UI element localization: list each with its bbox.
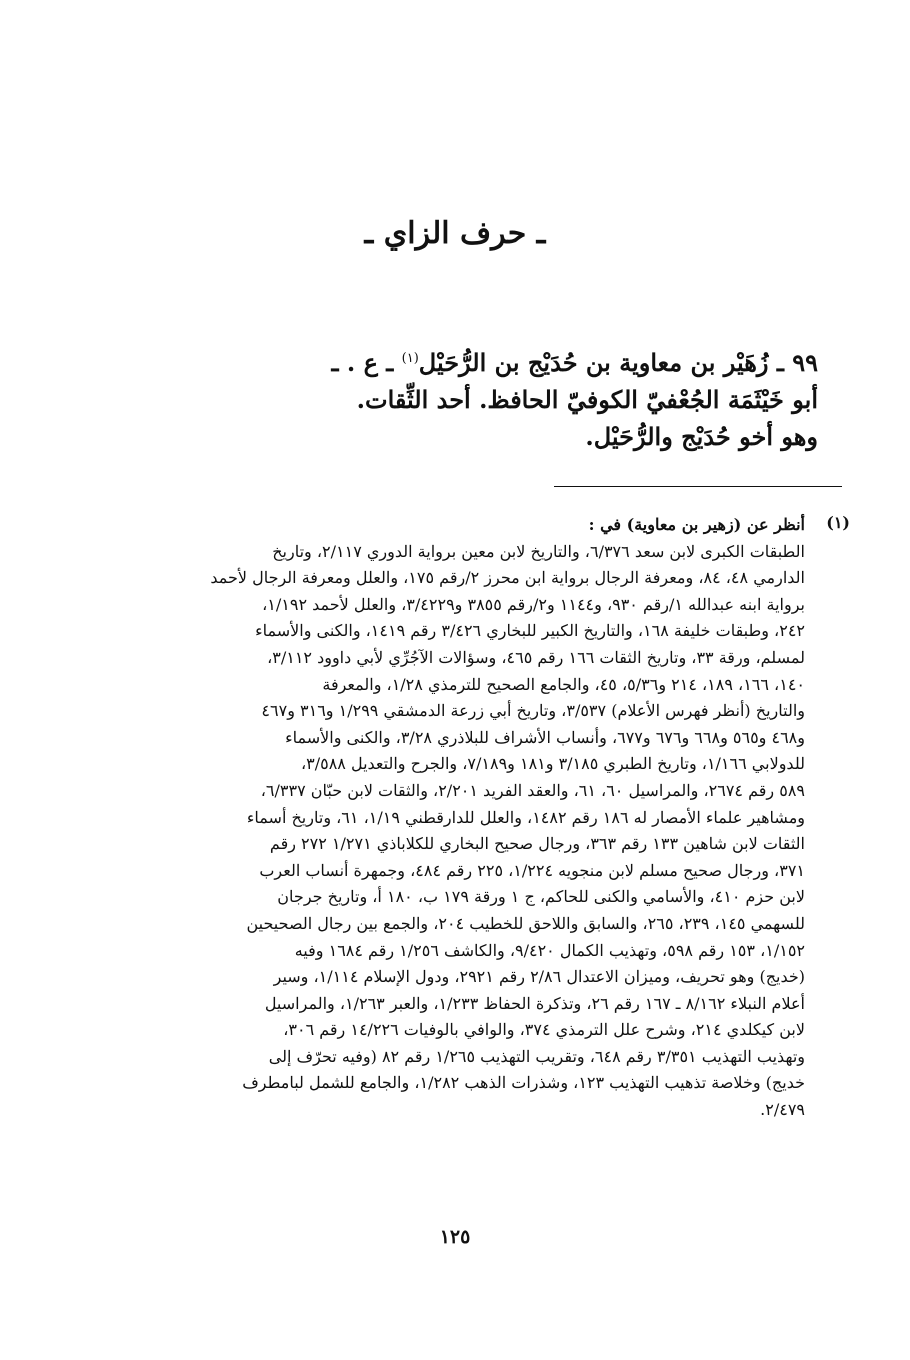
footnote-body: [105, 512, 805, 1124]
footnote-line: الطبقات الكبرى لابن سعد ٦/٣٧٦، والتاريخ لابن معين برواية الدوري ٢/١١٧، وتاريخ: [272, 541, 805, 561]
biography-entry: [298, 340, 818, 455]
footnote-line: ٥٨٩ رقم ٢٦٧٤، والمراسيل ٦٠، ٦١، والعقد الفريد ٢/٢٠١، والثقات لابن حبّان ٦/٣٣٧،: [260, 780, 805, 800]
footnote-line: أعلام النبلاء ٨/١٦٢ ـ ١٦٧ رقم ٢٦، وتذكرة الحفاظ ١/٢٣٣، والعبر ١/٢٦٣، والمراسيل: [264, 993, 805, 1013]
footnote-reference[interactable]: (١): [401, 351, 419, 366]
footnote-line: ٢/٤٧٩.: [760, 1100, 805, 1120]
footnote-line: لابن كيكلدي ٢١٤، وشرح علل الترمذي ٣٧٤، والوافي بالوفيات ١٤/٢٢٦ رقم ٣٠٦،: [283, 1020, 805, 1040]
footnote-line: ١/١٥٢، ١٥٣ رقم ٥٩٨، وتهذيب الكمال ٩/٤٢٠، والكاشف ١/٢٥٦ رقم ١٦٨٤ وفيه: [294, 940, 805, 960]
footnote-line: لمسلم، ورقة ٣٣، وتاريخ الثقات ١٦٦ رقم ٤٦٥، وسؤالات الآجُرِّي لأبي داوود ٣/١١٢،: [267, 647, 805, 667]
footnote-line: للسهمي ١٤٥، ٢٣٩، ٢٦٥، والسابق واللاحق للخطيب ٢٠٤، والجمع بين رجال الصحيحين: [246, 913, 805, 933]
footnote-line: (خديج) وهو تحريف، وميزان الاعتدال ٢/٨٦ رقم ٢٩٢١، ودول الإسلام ١/١١٤، وسير: [273, 967, 805, 987]
page-number: ١٢٥: [439, 1226, 471, 1248]
entry-name: ٩٩ ـ زُهَيْر بن معاوية بن حُدَيْج بن الرُّحَيْل: [418, 348, 818, 377]
footnote-line: و٤٦٨ و٥٦٥ و٦٦٨ و٦٧٦ و٦٧٧، وأنساب الأشراف للبلاذري ٣/٢٨، والكنى والأسماء: [285, 727, 805, 747]
footnote-line: برواية ابنه عبدالله ١/رقم ٩٣٠، و١١٤٤ و٢/رقم ٣٨٥٥ و٣/٤٢٢٩، والعلل لأحمد ١/١٩٢،: [262, 594, 805, 614]
footnote-line: ١٤٠، ١٦٦، ١٨٩، ٢١٤ و٥/٣٦، ٤٥، والجامع الصحيح للترمذي ١/٢٨، والمعرفة: [322, 674, 805, 694]
entry-heading-line: [298, 340, 818, 381]
entry-symbol: ـ ع . ـ: [331, 348, 402, 377]
footnote-line: وتهذيب التهذيب ٣/٣٥١ رقم ٦٤٨، وتقريب التهذيب ١/٢٦٥ رقم ٨٢ (وفيه تحرّف إلى: [268, 1046, 805, 1066]
footnote-line: الثقات لابن شاهين ١٣٣ رقم ٣٦٣، ورجال صحيح البخاري للكلاباذي ١/٢٧١ ٢٧٢ رقم: [269, 834, 805, 854]
footnote-line: ٢٤٢، وطبقات خليفة ١٦٨، والتاريخ الكبير للبخاري ٣/٤٢٦ رقم ١٤١٩، والكنى والأسماء: [255, 621, 805, 641]
chapter-title: ـ حرف الزاي ـ: [364, 216, 546, 251]
footnote-separator: [554, 486, 842, 487]
footnote-marker: (١): [826, 513, 850, 532]
footnote-line: للدولابي ١/١٦٦، وتاريخ الطبري ٣/١٨٥ و١٨١ و٧/١٨٩، والجرح والتعديل ٣/٥٨٨،: [300, 754, 805, 774]
footnote-line: ومشاهير علماء الأمصار له ١٨٦ رقم ١٤٨٢، والعلل للدارقطني ١/١٩، ٦١، وتاريخ أسماء: [246, 807, 805, 827]
footnote-line: الدارمي ٤٨، ٨٤، ومعرفة الرجال برواية ابن محرز ٢/رقم ١٧٥، والعلل ومعرفة الرجال لأحمد: [210, 568, 805, 588]
footnote-line: خديج) وخلاصة تذهيب التهذيب ١٢٣، وشذرات الذهب ١/٢٨٢، والجامع للشمل لبامطرف: [242, 1073, 805, 1093]
footnote-line: والتاريخ (أنظر فهرس الأعلام) ٣/٥٣٧، وتاريخ أبي زرعة الدمشقي ١/٢٩٩ و٣١٦ و٤٦٧: [261, 701, 805, 721]
entry-relation: وهو أخو حُدَيْج والرُّحَيْل.: [585, 422, 818, 451]
footnote-line: لابن حزم ٤١٠، والأسامي والكنى للحاكم، ج ١ ورقة ١٧٩ ب، ١٨٠ أ، وتاريخ جرجان: [277, 887, 805, 907]
footnote-line: ٣٧١، ورجال صحيح مسلم لابن منجويه ١/٢٢٤، ٢٢٥ رقم ٤٨٤، وجمهرة أنساب العرب: [259, 860, 805, 880]
footnote-intro: أنظر عن (زهير بن معاوية) في :: [588, 515, 805, 534]
entry-description: أبو خَيْثَمَة الجُعْفيّ الكوفيّ الحافظ. أحد الثِّقات.: [356, 385, 818, 414]
